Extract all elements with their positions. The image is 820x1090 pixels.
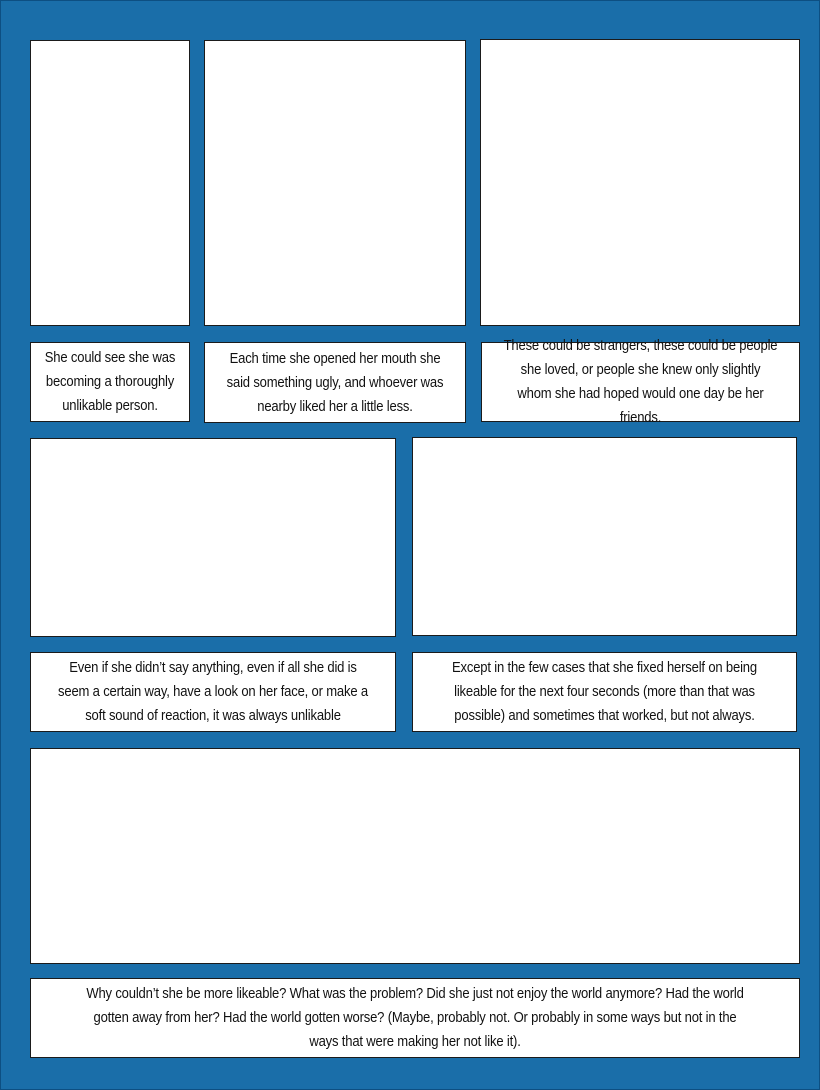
comic-panel-5 [412,437,797,636]
caption-5-text: Except in the few cases that she fixed herself on being likeable for the next four seconds (more than that was possible) and sometimes that worked, but not always. [452,660,757,724]
caption-4 [30,652,396,732]
caption-3 [481,338,800,426]
comic-panel-2 [204,40,466,326]
caption-1 [30,342,190,422]
comic-panel-6 [30,748,800,964]
caption-2 [204,342,466,423]
caption-4-text: Even if she didn’t say anything, even if all she did is seem a certain way, have a look on her face, or make a soft sound of reaction, it was always unlikable [58,660,368,724]
caption-2-text: Each time she opened her mouth she said something ugly, and whoever was nearby liked her a little less. [226,350,444,415]
comic-panel-4 [30,438,396,637]
caption-3-text: These could be strangers, these could be people she loved, or people she knew only slightly whom she had hoped would one day be her friends. [503,338,778,426]
caption-1-text: She could see she was becoming a thoroughly unlikable person. [44,350,176,414]
caption-6 [30,978,800,1058]
caption-5 [412,652,797,732]
caption-6-text: Why couldn’t she be more likeable? What was the problem? Did she just not enjoy the world anymore? Had the world gotten away from her? Had the world gotten worse? (Maybe, probably not. Or probably in some ways but not in the ways that were making her not like it). [86,986,744,1050]
comic-panel-3 [480,39,800,326]
comic-panel-1 [30,40,190,326]
